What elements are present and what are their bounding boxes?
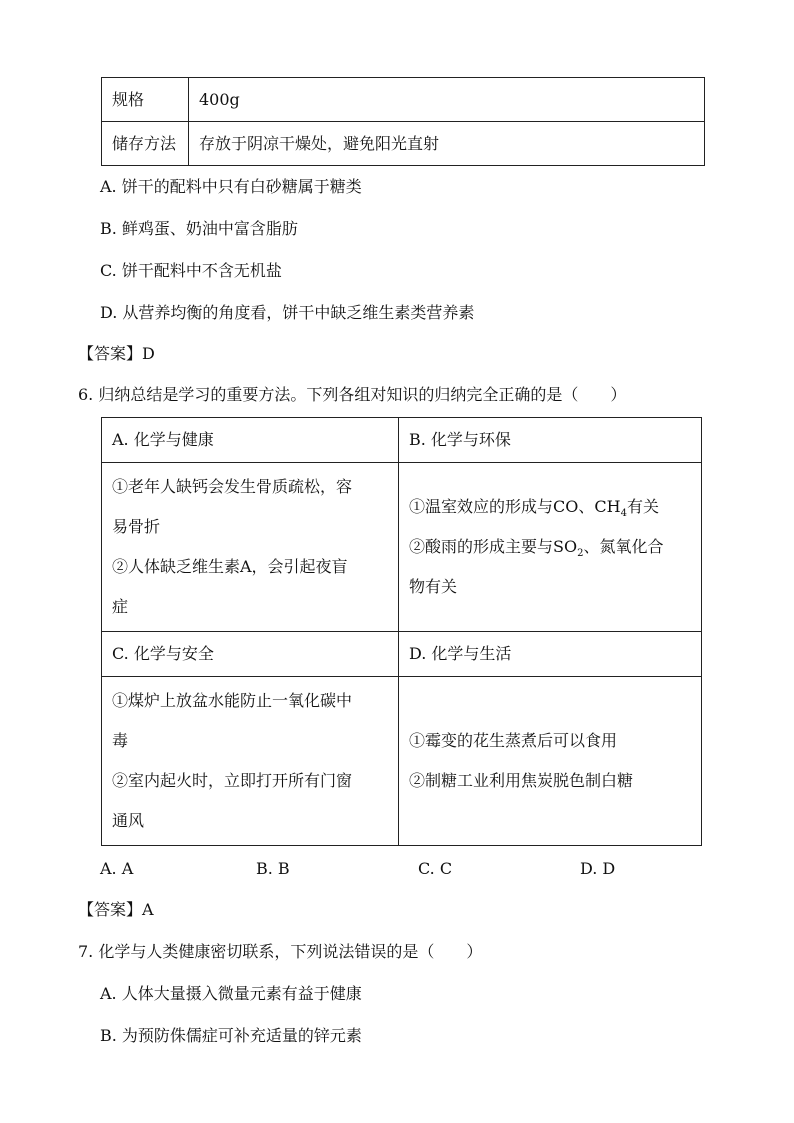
cell-c-title: C. 化学与安全	[102, 632, 399, 677]
spec-value: 存放于阴凉干燥处，避免阳光直射	[189, 122, 705, 166]
answer-label: 【答案】	[78, 900, 143, 919]
spec-label: 规格	[102, 78, 189, 122]
text-line: 毒	[112, 731, 129, 750]
text-line: ②人体缺乏维生素A，会引起夜盲	[112, 557, 348, 576]
text-line: ①温室效应的形成与CO、$CH_4$有关	[409, 497, 659, 520]
text-line: ①煤炉上放盆水能防止一氧化碳中	[112, 691, 353, 710]
q6-option-b: B. B	[256, 859, 290, 878]
text-line: ②酸雨的形成主要与$SO_2$、氮氧化合	[409, 537, 664, 560]
cell-a-content	[102, 463, 399, 632]
q6-option-c: C. C	[418, 859, 453, 878]
text-line: ①霉变的花生蒸煮后可以食用	[409, 731, 618, 750]
answer-label: 【答案】	[78, 344, 143, 363]
text-line: 通风	[112, 811, 145, 830]
table-row	[102, 632, 702, 677]
cell-b-content	[399, 463, 702, 632]
cell-c-content	[102, 677, 399, 846]
text-line: ②室内起火时，立即打开所有门窗	[112, 771, 353, 790]
q6-table	[101, 417, 702, 846]
table-row	[102, 677, 702, 846]
text-line: ①老年人缺钙会发生骨质疏松，容	[112, 477, 353, 496]
text-line: ②制糖工业利用焦炭脱色制白糖	[409, 771, 634, 790]
text-line: 易骨折	[112, 517, 161, 536]
q5-option-a: A. 饼干的配料中只有白砂糖属于糖类	[100, 177, 362, 196]
q6-stem: 6. 归纳总结是学习的重要方法。下列各组对知识的归纳完全正确的是（ ）	[78, 385, 627, 404]
text-line: 症	[112, 597, 129, 616]
q5-option-b: B. 鲜鸡蛋、奶油中富含脂肪	[100, 219, 298, 238]
table-row	[102, 463, 702, 632]
spec-label: 储存方法	[102, 122, 189, 166]
cell-d-title: D. 化学与生活	[399, 632, 702, 677]
q6-answer	[78, 899, 154, 921]
q5-option-d: D. 从营养均衡的角度看，饼干中缺乏维生素类营养素	[100, 303, 475, 322]
q7-option-a: A. 人体大量摄入微量元素有益于健康	[100, 984, 362, 1003]
cell-b-title: B. 化学与环保	[399, 418, 702, 463]
table-row	[102, 122, 705, 166]
cell-d-content	[399, 677, 702, 846]
answer-value: D	[142, 344, 155, 363]
q7-option-b: B. 为预防侏儒症可补充适量的锌元素	[100, 1026, 362, 1045]
q6-option-d: D. D	[580, 859, 616, 878]
q5-answer	[78, 343, 155, 365]
q5-option-c: C. 饼干配料中不含无机盐	[100, 261, 282, 280]
cell-a-title: A. 化学与健康	[102, 418, 399, 463]
q7-stem: 7. 化学与人类健康密切联系，下列说法错误的是（ ）	[78, 942, 483, 961]
table-row	[102, 418, 702, 463]
q6-option-a: A. A	[100, 859, 134, 878]
text-line: 物有关	[409, 577, 458, 596]
answer-value: A	[142, 900, 154, 919]
spec-table	[101, 77, 705, 166]
table-row	[102, 78, 705, 122]
spec-value: 400g	[189, 78, 705, 122]
